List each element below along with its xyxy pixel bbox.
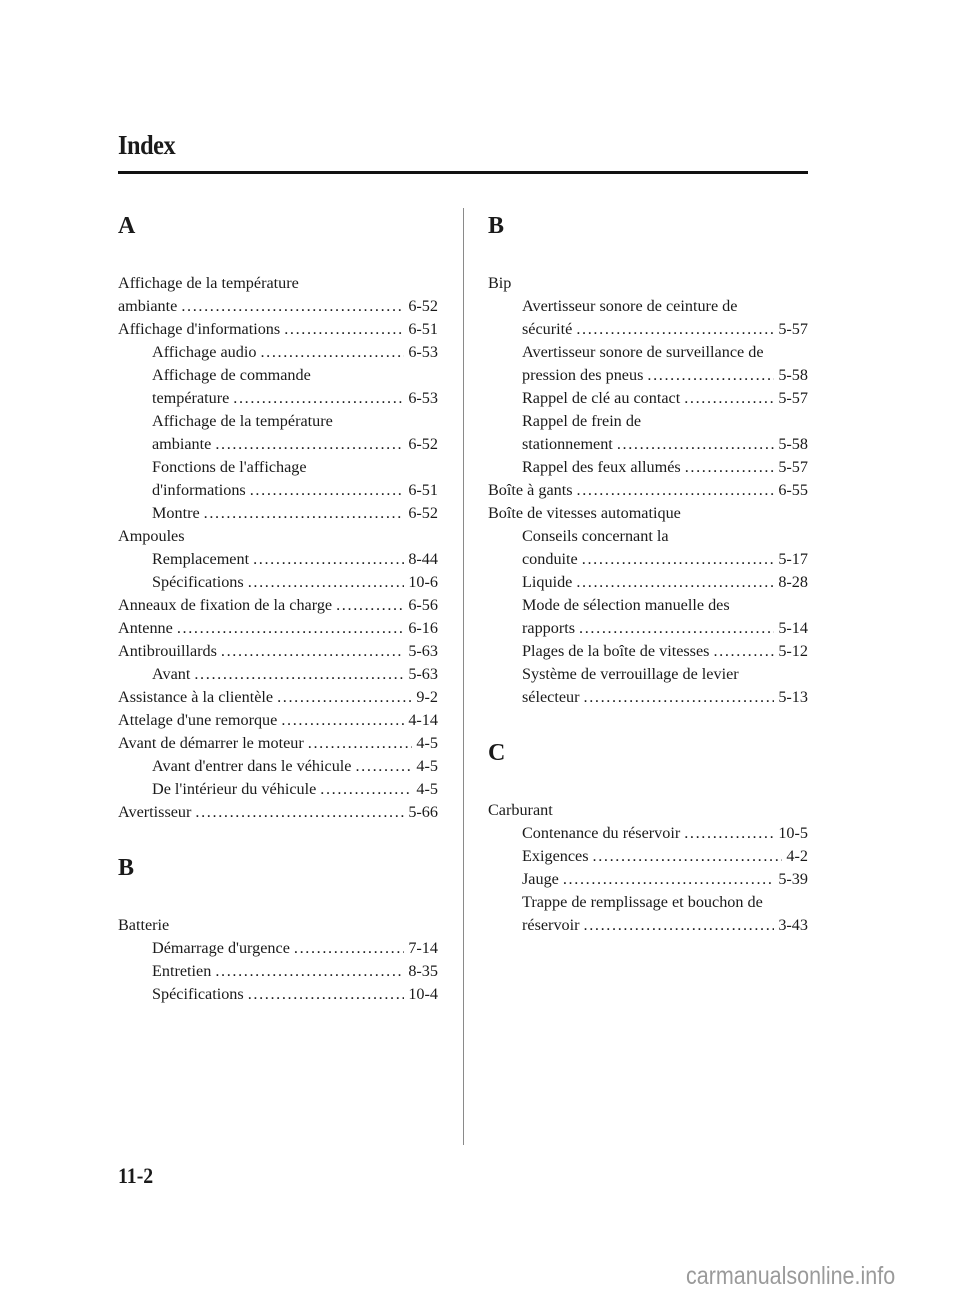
entry-page-ref[interactable]: 5-66 <box>408 803 438 821</box>
index-subentry[interactable] <box>488 663 808 709</box>
index-subentry[interactable] <box>118 341 438 364</box>
dot-leader <box>195 801 404 824</box>
entry-text: Antenne <box>118 619 173 637</box>
section-letter: A <box>118 213 136 239</box>
entry-text: Entretien <box>152 962 212 980</box>
entry-text: Spécifications <box>152 985 244 1003</box>
index-entry[interactable] <box>118 617 438 640</box>
entry-text: Rappel de clé au contact <box>522 389 681 407</box>
column-divider <box>463 208 464 1145</box>
entry-page-ref[interactable]: 5-58 <box>778 435 808 453</box>
index-entry[interactable] <box>118 709 438 732</box>
entry-text: Affichage audio <box>152 343 257 361</box>
entry-text: Mode de sélection manuelle des <box>522 596 730 614</box>
entry-text: température <box>152 389 230 407</box>
dot-leader <box>204 502 405 525</box>
entry-page-ref[interactable]: 5-58 <box>778 366 808 384</box>
index-subentry[interactable] <box>118 502 438 525</box>
entry-page-ref[interactable]: 5-12 <box>778 642 808 660</box>
entry-page-ref[interactable]: 8-35 <box>408 962 438 980</box>
entry-page-ref[interactable]: 5-57 <box>778 320 808 338</box>
dot-leader <box>248 571 405 594</box>
entry-page-ref[interactable]: 5-63 <box>408 665 438 683</box>
entry-text: Liquide <box>522 573 573 591</box>
dot-leader <box>248 983 405 1006</box>
entry-page-ref[interactable]: 6-51 <box>408 320 438 338</box>
dot-leader <box>320 778 412 801</box>
index-subentry[interactable] <box>488 456 808 479</box>
entry-page-ref[interactable]: 4-5 <box>416 734 438 752</box>
dot-leader <box>308 732 413 755</box>
dot-leader <box>215 960 404 983</box>
dot-leader <box>215 433 404 456</box>
entry-text: Avant de démarrer le moteur <box>118 734 304 752</box>
page-header: Index <box>118 130 176 160</box>
dot-leader <box>713 640 774 663</box>
dot-leader <box>260 341 404 364</box>
header-rule <box>118 171 808 174</box>
index-subentry[interactable] <box>488 640 808 663</box>
entry-page-ref[interactable]: 6-52 <box>408 297 438 315</box>
entry-text: ambiante <box>152 435 212 453</box>
entry-text: conduite <box>522 550 578 568</box>
entry-text: Avertisseur <box>118 803 192 821</box>
watermark: carmanualsonline.info <box>686 1262 896 1290</box>
entry-text: réservoir <box>522 916 580 934</box>
index-column-left <box>118 210 438 1006</box>
entry-text: Boîte à gants <box>488 481 573 499</box>
dot-leader <box>617 433 775 456</box>
entry-text: Boîte de vitesses automatique <box>488 504 681 522</box>
entry-text: sécurité <box>522 320 573 338</box>
entry-page-ref[interactable]: 8-44 <box>408 550 438 568</box>
entry-text: Affichage de commande <box>152 366 311 384</box>
entry-text: sélecteur <box>522 688 580 706</box>
entry-text: Assistance à la clientèle <box>118 688 274 706</box>
dot-leader <box>181 295 404 318</box>
entry-text: Avertisseur sonore de ceinture de <box>522 297 738 315</box>
entry-text: Fonctions de l'affichage <box>152 458 307 476</box>
index-subentry[interactable] <box>488 525 808 571</box>
dot-leader <box>177 617 404 640</box>
entry-text: Montre <box>152 504 200 522</box>
dot-leader <box>336 594 404 617</box>
entry-page-ref[interactable]: 5-39 <box>778 870 808 888</box>
entry-text: De l'intérieur du véhicule <box>152 780 317 798</box>
dot-leader <box>194 663 404 686</box>
entry-text: stationnement <box>522 435 613 453</box>
entry-text: rapports <box>522 619 576 637</box>
entry-text: ambiante <box>118 297 178 315</box>
section-letter: B <box>488 213 505 239</box>
index-subentry[interactable] <box>118 937 438 960</box>
entry-text: Avant d'entrer dans le véhicule <box>152 757 352 775</box>
index-column-right <box>488 210 808 937</box>
index-subentry[interactable] <box>118 663 438 686</box>
dot-leader <box>233 387 404 410</box>
index-subentry[interactable] <box>488 571 808 594</box>
entry-text: Rappel de frein de <box>522 412 642 430</box>
dot-leader <box>685 456 775 479</box>
entry-page-ref[interactable]: 6-53 <box>408 389 438 407</box>
entry-page-ref[interactable]: 6-16 <box>408 619 438 637</box>
dot-leader <box>277 686 412 709</box>
entry-page-ref[interactable]: 5-17 <box>778 550 808 568</box>
entry-text: Jauge <box>522 870 559 888</box>
entry-text: pression des pneus <box>522 366 644 384</box>
entry-page-ref[interactable]: 5-63 <box>408 642 438 660</box>
entry-text: Système de verrouillage de levier <box>522 665 739 683</box>
entry-text: Affichage d'informations <box>118 320 281 338</box>
index-entry[interactable] <box>488 799 808 822</box>
entry-page-ref[interactable]: 6-52 <box>408 504 438 522</box>
entry-page-ref[interactable]: 6-51 <box>408 481 438 499</box>
entry-page-ref[interactable]: 5-57 <box>778 458 808 476</box>
dot-leader <box>584 686 775 709</box>
entry-text: d'informations <box>152 481 246 499</box>
index-entry[interactable] <box>118 525 438 548</box>
entry-page-ref[interactable]: 10-6 <box>408 573 438 591</box>
entry-text: Remplacement <box>152 550 250 568</box>
index-subentry[interactable] <box>118 410 438 456</box>
dot-leader <box>355 755 412 778</box>
entry-page-ref[interactable]: 10-4 <box>408 985 438 1003</box>
entry-page-ref[interactable]: 3-43 <box>778 916 808 934</box>
dot-leader <box>221 640 404 663</box>
entry-page-ref[interactable]: 4-5 <box>416 780 438 798</box>
index-subentry[interactable] <box>118 364 438 410</box>
index-subentry[interactable] <box>118 960 438 983</box>
dot-leader <box>684 387 774 410</box>
entry-text: Avant <box>152 665 191 683</box>
entry-page-ref[interactable]: 8-28 <box>778 573 808 591</box>
entry-text: Plages de la boîte de vitesses <box>522 642 710 660</box>
entry-text: Antibrouillards <box>118 642 217 660</box>
entry-page-ref[interactable]: 6-56 <box>408 596 438 614</box>
entry-page-ref[interactable]: 7-14 <box>408 939 438 957</box>
index-subentry[interactable] <box>118 983 438 1006</box>
index-subentry[interactable] <box>118 755 438 778</box>
dot-leader <box>684 822 774 845</box>
index-entry[interactable] <box>118 732 438 755</box>
entry-text: Contenance du réservoir <box>522 824 681 842</box>
entry-page-ref[interactable]: 5-13 <box>778 688 808 706</box>
index-subentry[interactable] <box>488 868 808 891</box>
index-subentry[interactable] <box>488 845 808 868</box>
index-subentry[interactable] <box>488 891 808 937</box>
entry-page-ref[interactable]: 9-2 <box>416 688 438 706</box>
dot-leader <box>577 479 775 502</box>
entry-text: Anneaux de fixation de la charge <box>118 596 333 614</box>
entry-page-ref[interactable]: 5-57 <box>778 389 808 407</box>
dot-leader <box>563 868 774 891</box>
entry-page-ref[interactable]: 4-14 <box>408 711 438 729</box>
index-subentry[interactable] <box>118 778 438 801</box>
entry-text: Affichage de la température <box>152 412 333 430</box>
index-entry[interactable] <box>118 318 438 341</box>
dot-leader <box>576 318 774 341</box>
entry-text: Avertisseur sonore de surveillance de <box>522 343 764 361</box>
entry-text: Exigences <box>522 847 589 865</box>
section-letter: C <box>488 740 506 766</box>
page-number: 11-2 <box>118 1163 154 1188</box>
index-entry[interactable] <box>118 914 438 937</box>
entry-text: Affichage de la température <box>118 274 299 292</box>
index-subentry[interactable] <box>488 410 808 456</box>
entry-text: Carburant <box>488 801 553 819</box>
index-subentry[interactable] <box>488 387 808 410</box>
entry-text: Ampoules <box>118 527 185 545</box>
entry-page-ref[interactable]: 4-2 <box>786 847 808 865</box>
entry-page-ref[interactable]: 6-53 <box>408 343 438 361</box>
entry-text: Rappel des feux allumés <box>522 458 681 476</box>
entry-text: Attelage d'une remorque <box>118 711 278 729</box>
index-subentry[interactable] <box>118 456 438 502</box>
section-letter: B <box>118 855 135 881</box>
entry-text: Spécifications <box>152 573 244 591</box>
entry-page-ref[interactable]: 4-5 <box>416 757 438 775</box>
index-entry[interactable] <box>118 686 438 709</box>
index-entry[interactable] <box>118 801 438 824</box>
dot-leader <box>584 914 775 937</box>
entry-page-ref[interactable]: 10-5 <box>778 824 808 842</box>
entry-page-ref[interactable]: 6-52 <box>408 435 438 453</box>
entry-page-ref[interactable]: 6-55 <box>778 481 808 499</box>
dot-leader <box>284 318 404 341</box>
entry-text: Trappe de remplissage et bouchon de <box>522 893 763 911</box>
entry-text: Bip <box>488 274 512 292</box>
index-entry[interactable] <box>488 272 808 295</box>
entry-text: Démarrage d'urgence <box>152 939 290 957</box>
dot-leader <box>576 571 774 594</box>
index-entry[interactable] <box>118 640 438 663</box>
dot-leader <box>281 709 404 732</box>
entry-page-ref[interactable]: 5-14 <box>778 619 808 637</box>
dot-leader <box>253 548 404 571</box>
index-subentry[interactable] <box>118 571 438 594</box>
index-subentry[interactable] <box>488 594 808 640</box>
dot-leader <box>250 479 405 502</box>
index-subentry[interactable] <box>488 295 808 341</box>
dot-leader <box>579 617 774 640</box>
index-entry[interactable] <box>118 272 438 318</box>
entry-text: Conseils concernant la <box>522 527 669 545</box>
dot-leader <box>582 548 775 571</box>
dot-leader <box>593 845 783 868</box>
index-entry[interactable] <box>488 479 808 502</box>
index-entry[interactable] <box>488 502 808 525</box>
entry-text: Batterie <box>118 916 170 934</box>
index-entry[interactable] <box>118 594 438 617</box>
index-subentry[interactable] <box>118 548 438 571</box>
dot-leader <box>294 937 404 960</box>
index-subentry[interactable] <box>488 341 808 387</box>
index-subentry[interactable] <box>488 822 808 845</box>
dot-leader <box>647 364 774 387</box>
